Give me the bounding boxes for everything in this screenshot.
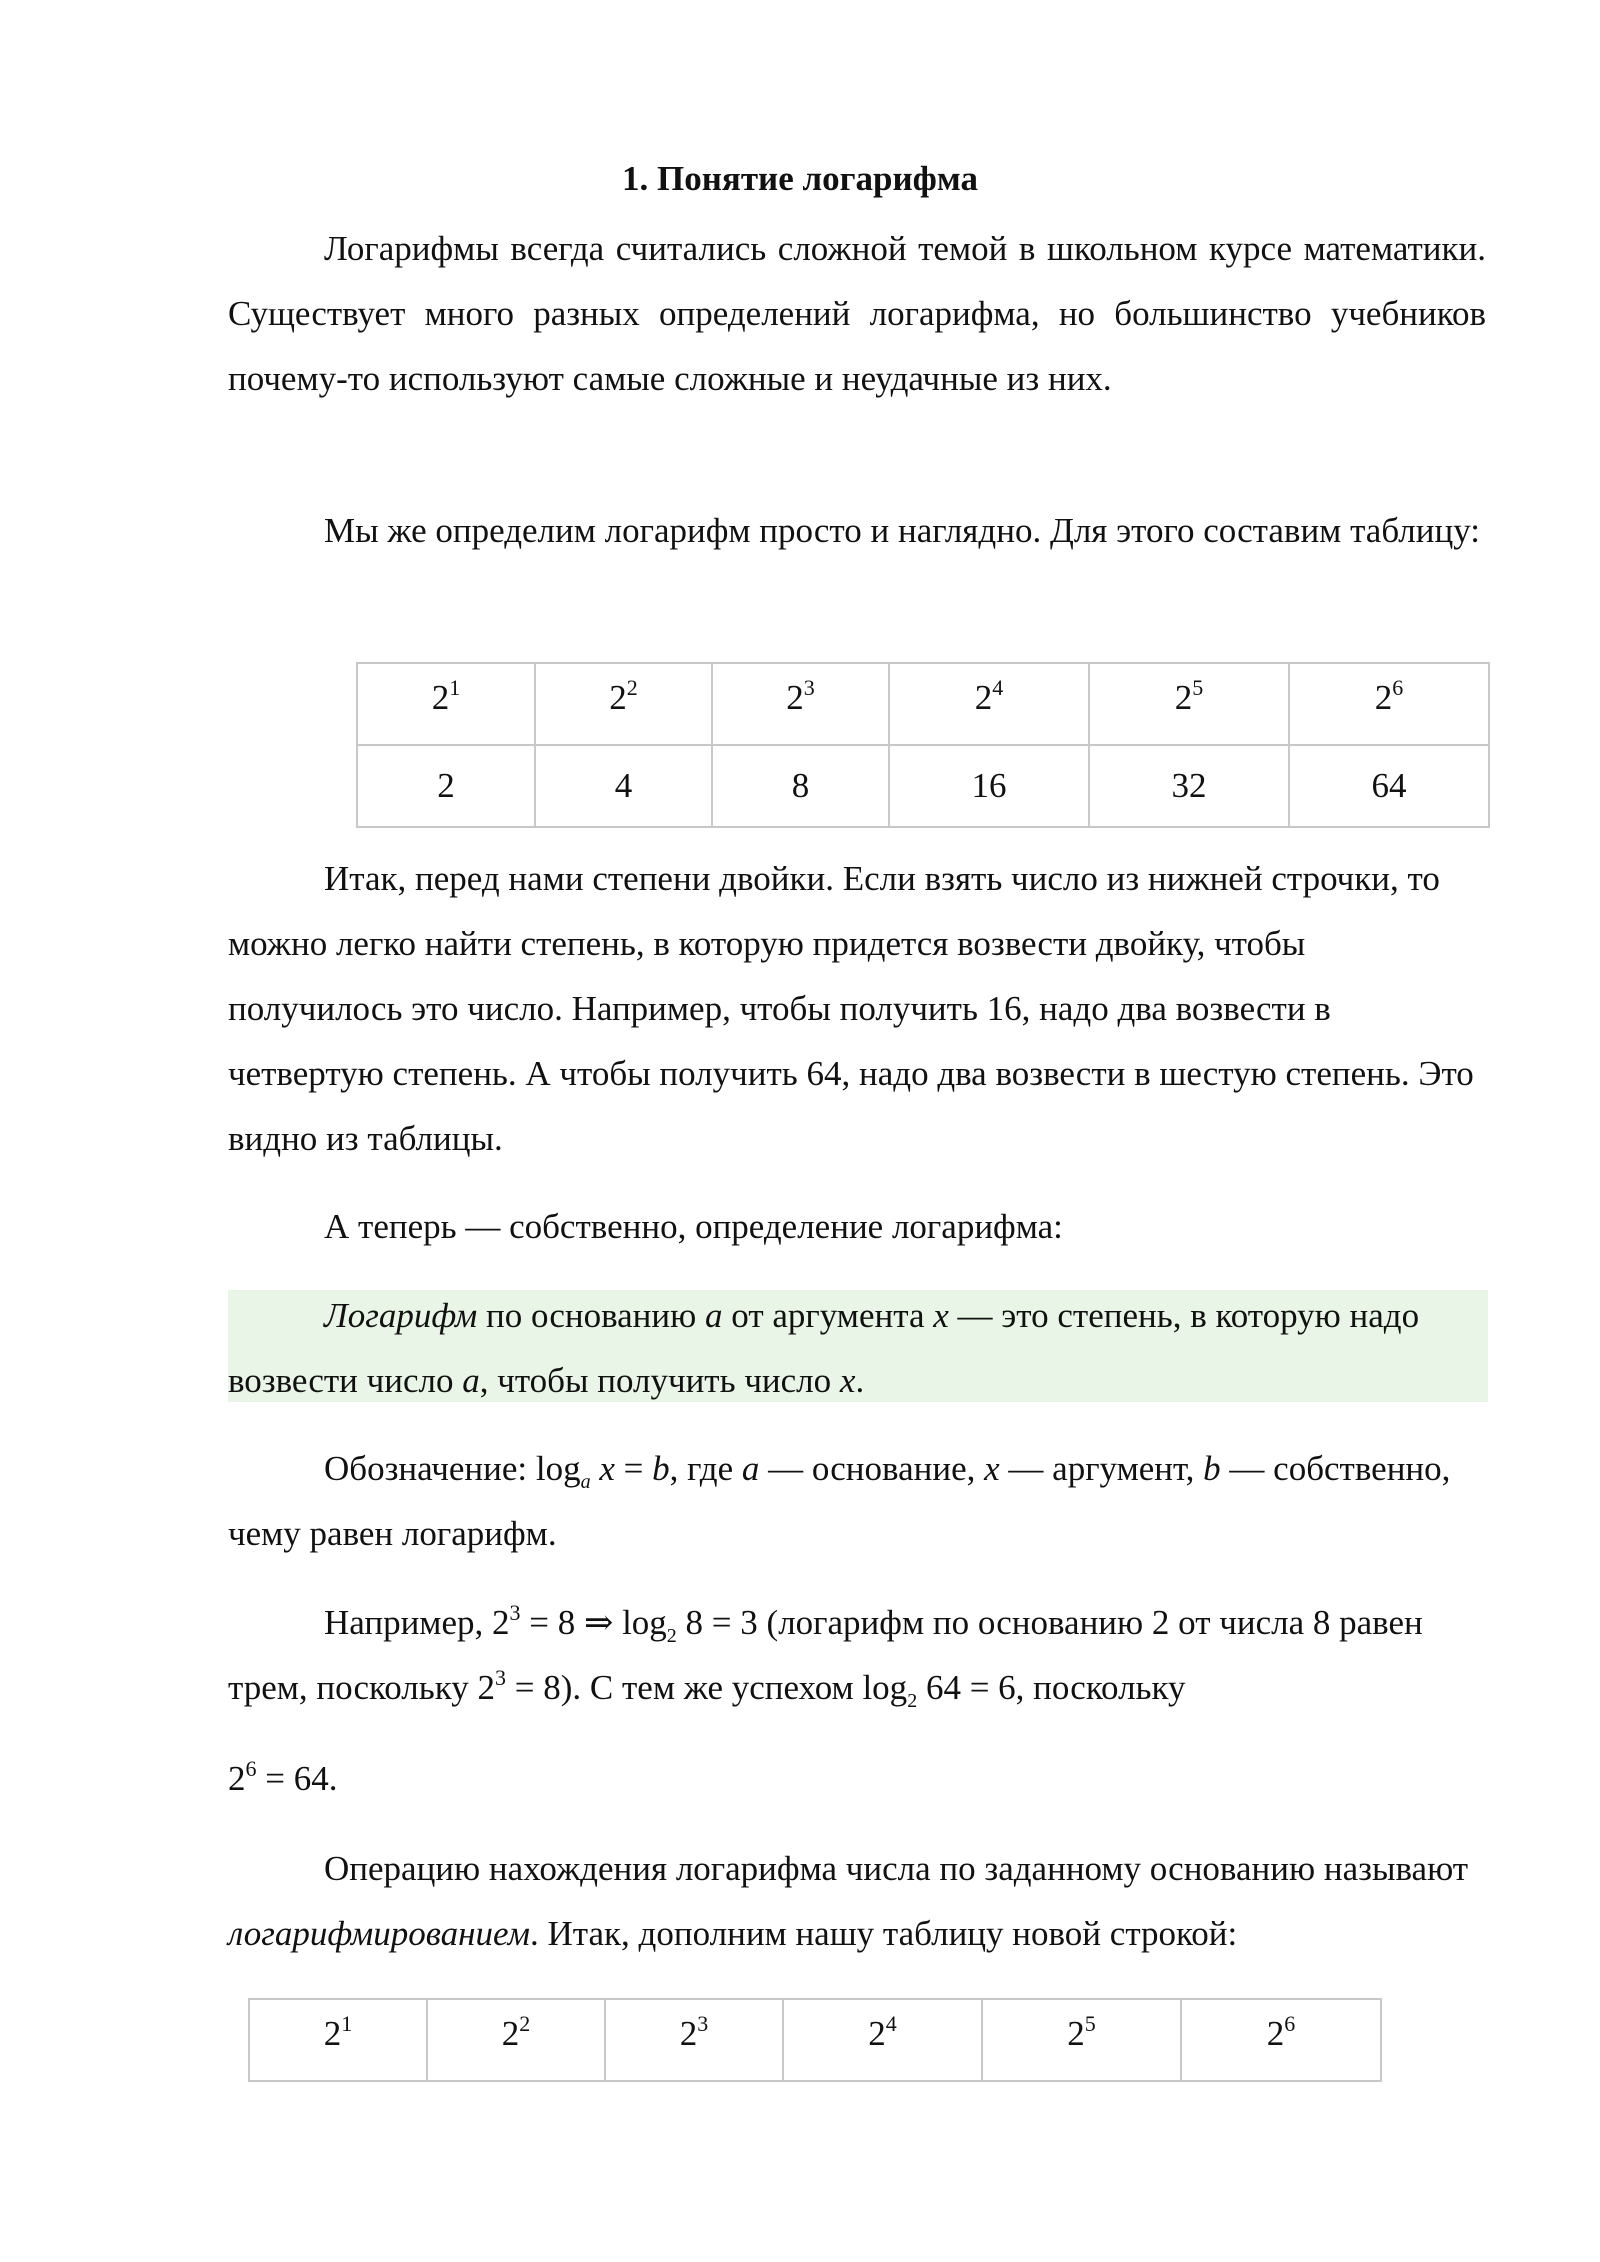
power-cell: $2^1$ bbox=[357, 663, 535, 745]
power-cell: $2^6$ bbox=[1289, 663, 1489, 745]
paragraph-definition-intro: А теперь — собственно, определение логарифма: bbox=[324, 1207, 1063, 1246]
term-logarithm: Логарифм bbox=[324, 1296, 478, 1335]
powers-table bbox=[356, 662, 1490, 828]
section-heading: 1. Понятие логарифма bbox=[622, 159, 978, 198]
power-cell: $2^1$ bbox=[249, 1999, 427, 2081]
value-cell: 4 bbox=[535, 745, 712, 827]
example-continuation: $2^6 = 64$. bbox=[228, 1756, 338, 1798]
paragraph-explanation: Итак, перед нами степени двойки. Если взять число из нижней строчки, то можно легко найти степень, в которую придется возвести двойку, чтобы получилось это число. Например, чтобы получить 16, надо два возвести в четвертую степень. А чтобы получить 64, надо два возвести в шестую степень. Это видно из таблицы. bbox=[228, 859, 1474, 1158]
powers-row bbox=[249, 1999, 1381, 2081]
powers-table-extended bbox=[248, 1998, 1382, 2082]
powers-row bbox=[357, 663, 1489, 745]
notation-paragraph: Обозначение: $\log_a x = b$, где a — основание, x — аргумент, b — собственно, чему равен логарифм. bbox=[228, 1449, 1451, 1553]
term-logarithmization: логарифмированием bbox=[228, 1914, 531, 1953]
example-paragraph: Например, $2^3 = 8$ ⇒ $\log_2 8 = 3$ (логарифм по основанию 2 от числа 8 равен трем, поскольку $2^3 = 8$). С тем же успехом $\log_2 64 = 6$, поскольку bbox=[228, 1600, 1423, 1712]
values-row bbox=[357, 745, 1489, 827]
paragraph-logarithmization: Операцию нахождения логарифма числа по заданному основанию называют логарифмированием. Итак, дополним нашу таблицу новой строкой: bbox=[228, 1849, 1469, 1953]
power-cell: $2^2$ bbox=[535, 663, 712, 745]
definition-text: Логарифм по основанию a от аргумента x — это степень, в которую надо возвести число a, чтобы получить число x. bbox=[228, 1296, 1420, 1400]
power-cell: $2^4$ bbox=[889, 663, 1089, 745]
value-cell: 8 bbox=[712, 745, 889, 827]
power-cell: $2^5$ bbox=[1089, 663, 1289, 745]
power-cell: $2^2$ bbox=[427, 1999, 605, 2081]
power-cell: $2^4$ bbox=[783, 1999, 982, 2081]
power-cell: $2^3$ bbox=[605, 1999, 783, 2081]
power-cell: $2^3$ bbox=[712, 663, 889, 745]
paragraph-intro: Логарифмы всегда считались сложной темой в школьном курсе математики. Существует много разных определений логарифма, но большинство учебников почему-то используют самые сложные и неудачные из них. bbox=[228, 229, 1486, 398]
value-cell: 64 bbox=[1289, 745, 1489, 827]
power-cell: $2^6$ bbox=[1181, 1999, 1381, 2081]
paragraph-table-intro: Мы же определим логарифм просто и наглядно. Для этого составим таблицу: bbox=[324, 511, 1480, 550]
value-cell: 32 bbox=[1089, 745, 1289, 827]
value-cell: 2 bbox=[357, 745, 535, 827]
value-cell: 16 bbox=[889, 745, 1089, 827]
power-cell: $2^5$ bbox=[982, 1999, 1181, 2081]
